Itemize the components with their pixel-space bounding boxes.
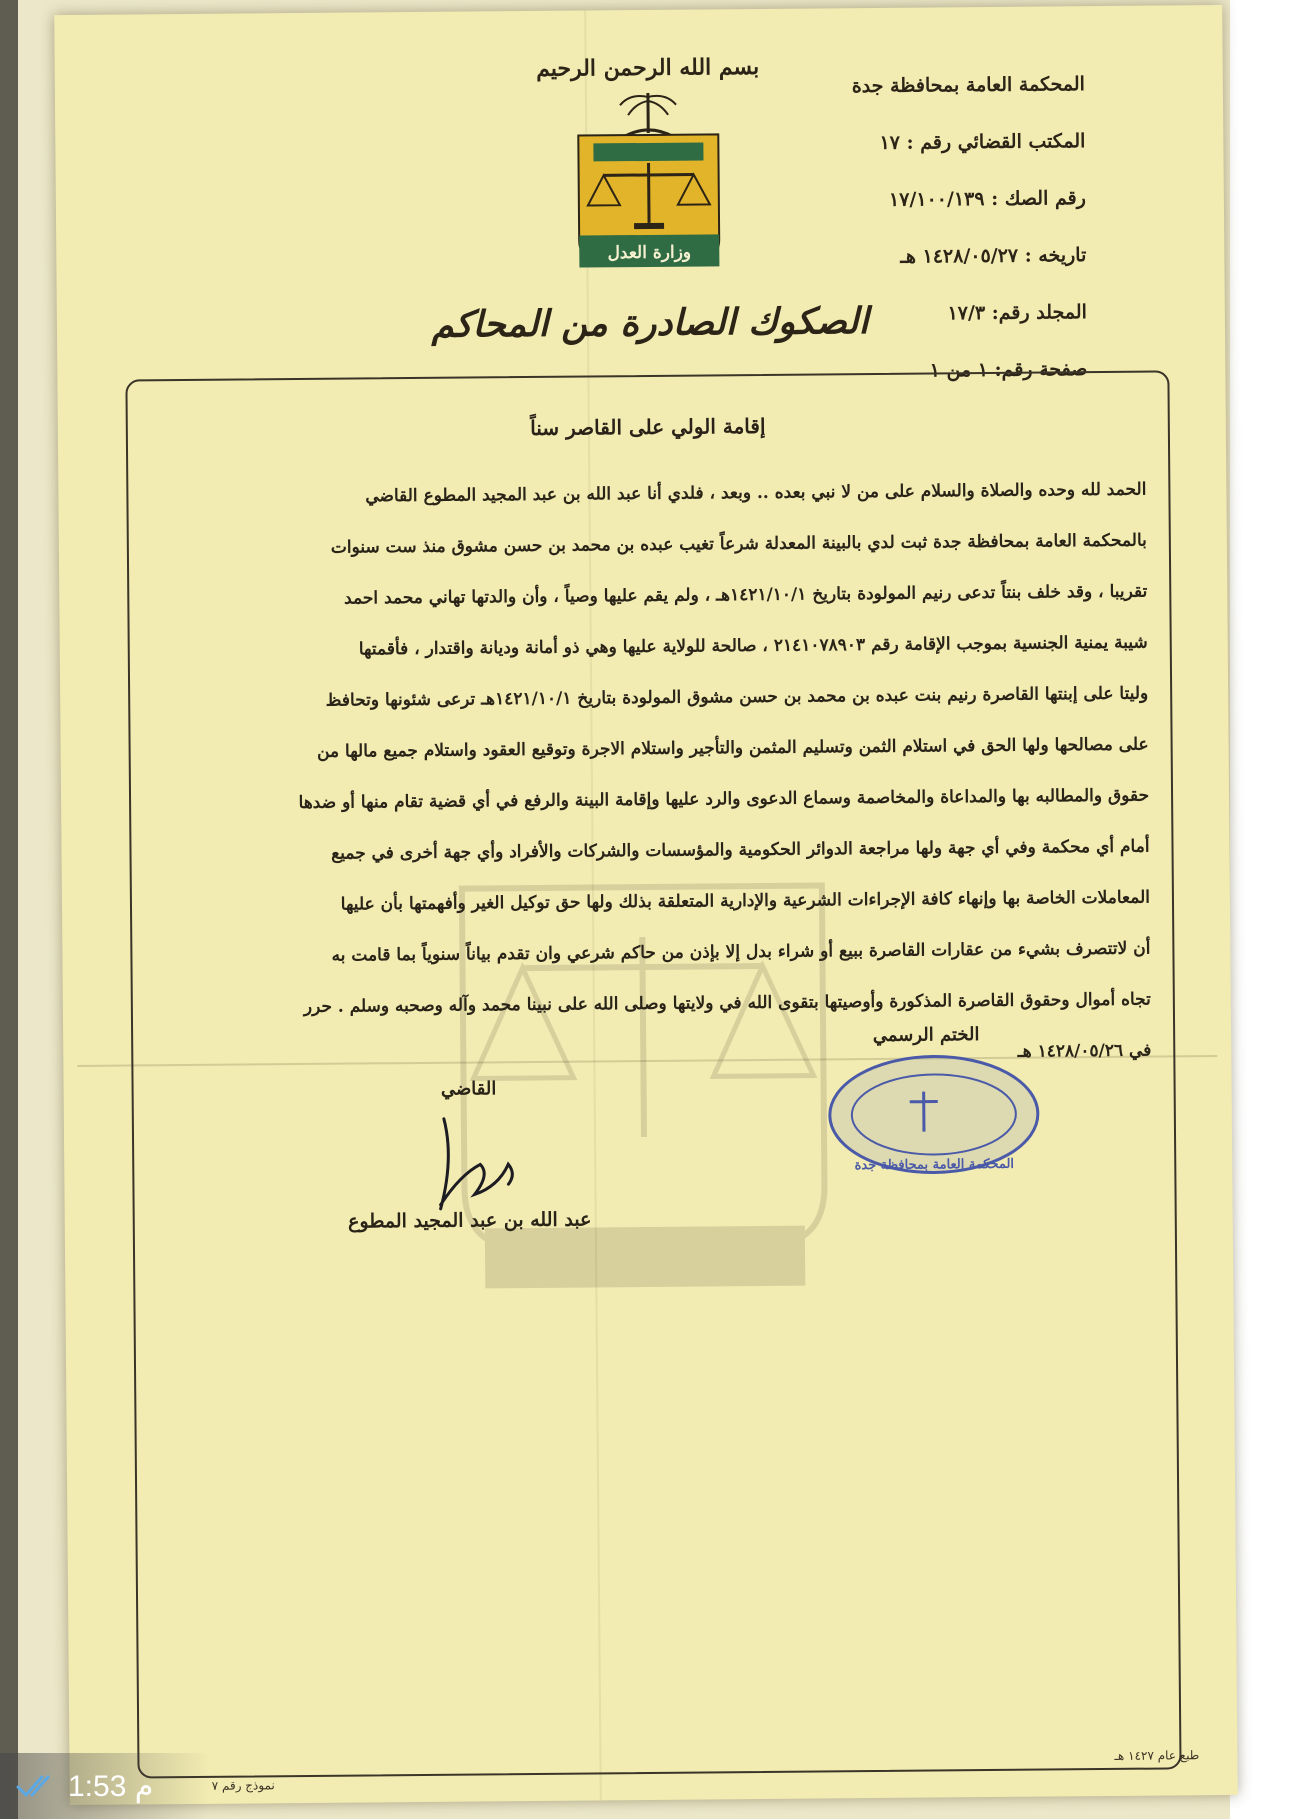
body-line: حقوق والمطالبه بها والمداعاة والمخاصمة وسماع الدعوى والرد عليها وإقامة البينة والرفع في أي قضية تقام منها أو ضدها [298,785,1150,814]
ministry-of-justice-emblem [431,33,869,381]
print-year: طبع عام ١٤٢٧ هـ [1114,1748,1200,1763]
body-line: أن لاتتصرف بشيء من عقارات القاصرة ببيع أو شراء بدل إلا بإذن من حاكم شرعي وان تقدم بياناً سنوياً بما قامت به [331,938,1151,966]
double-check-icon [16,1773,58,1799]
body-line: على مصالحها ولها الحق في استلام الثمن وتسليم المثمن والتأجير واستلام الاجرة وتوقيع العقود واستلام جميع مالها من [316,734,1149,762]
header-office-number: المكتب القضائي رقم : ١٧ [879,130,1086,154]
deed-title: إقامة الولي على القاصر سناً [530,413,766,440]
form-number: نموذج رقم ٧ [211,1778,275,1793]
body-line: شيبة يمنية الجنسية بموجب الإقامة رقم ٢١٤١٠٧٨٩٠٣ ، صالحة للولاية عليها وهي ذو أمانة وديانة واقتدار ، فأقمتها [358,632,1148,660]
header-volume: المجلد رقم: ١٧/٣ [947,301,1087,325]
message-status-bar [0,1753,210,1819]
body-line: في ١٤٢٨/٠٥/٢٦ هـ [1017,1040,1152,1062]
body-line: بالمحكمة العامة بمحافظة جدة ثبت لدي بالبينة المعدلة شرعاً تغيب عبده بن محمد بن حسن مشوق منذ ست سنوات [330,530,1147,558]
judge-signature-block [334,1077,605,1232]
message-time: 1:53 م [68,1769,154,1803]
judge-name: عبد الله بن عبد المجيد المطوع [348,1208,592,1233]
body-line: تجاه أموال وحقوق القاصرة المذكورة وأوصيتها بتقوى الله في ولايتها وصلى الله على نبينا محمد وآله وصحبه وسلم . حرر [303,989,1151,1017]
deeds-motto: الصكوك الصادرة من المحاكم [431,300,869,346]
header-date: تاريخه : ١٤٢٨/٠٥/٢٧ هـ [900,244,1087,268]
body-line: أمام أي محكمة وفي أي جهة ولها مراجعة الدوائر الحكومية والمؤسسات والشركات والأفراد وأي جهة أخرى في جميع [331,836,1150,864]
stamp-text: المحكمة العامة بمحافظة جدة [854,1156,1015,1174]
basmala-text: بسم الله الرحمن الرحيم [536,53,760,82]
header-court-name: المحكمة العامة بمحافظة جدة [851,73,1085,98]
official-stamp [823,1023,1054,1175]
background-edge-right [1230,0,1290,1819]
ministry-name: وزارة العدل [607,242,692,264]
body-line: تقريبا ، وقد خلف بنتاً تدعى رنيم المولودة بتاريخ ١٤٢١/١٠/١هـ ، ولم يقم عليها وصياً ، وأن والدتها تهاني محمد احمد [344,581,1148,609]
body-line: المعاملات الخاصة بها وإنهاء كافة الإجراءات الشرعية والإدارية المتعلقة بذلك ولها حق توكيل الغير وأفهمتها بأن عليها [340,887,1151,915]
stamp-label: الختم الرسمي [872,1024,980,1047]
court-deed-paper [54,5,1238,1805]
background-edge [0,0,18,1819]
palm-swords-icon [620,93,676,137]
court-seal-icon [823,1046,1044,1178]
header-page: صفحة رقم: ١ من ١ [929,358,1088,382]
deed-body [144,465,1151,1086]
body-line: الحمد لله وحده والصلاة والسلام على من لا نبي بعده .. وبعد ، فلدي أنا عبد الله بن عبد المجيد المطوع القاضي [365,479,1147,507]
body-line: وليتا على إبنتها القاصرة رنيم بنت عبده بن محمد بن حسن مشوق المولودة بتاريخ ١٤٢١/١٠/١هـ ترعى شئونها وتحافظ [325,683,1149,711]
deed-frame [125,370,1181,1778]
header-deed-number: رقم الصك : ١٧/١٠٠/١٣٩ [888,187,1086,211]
handwritten-signature [404,1108,545,1219]
judge-label: القاضي [440,1078,497,1100]
